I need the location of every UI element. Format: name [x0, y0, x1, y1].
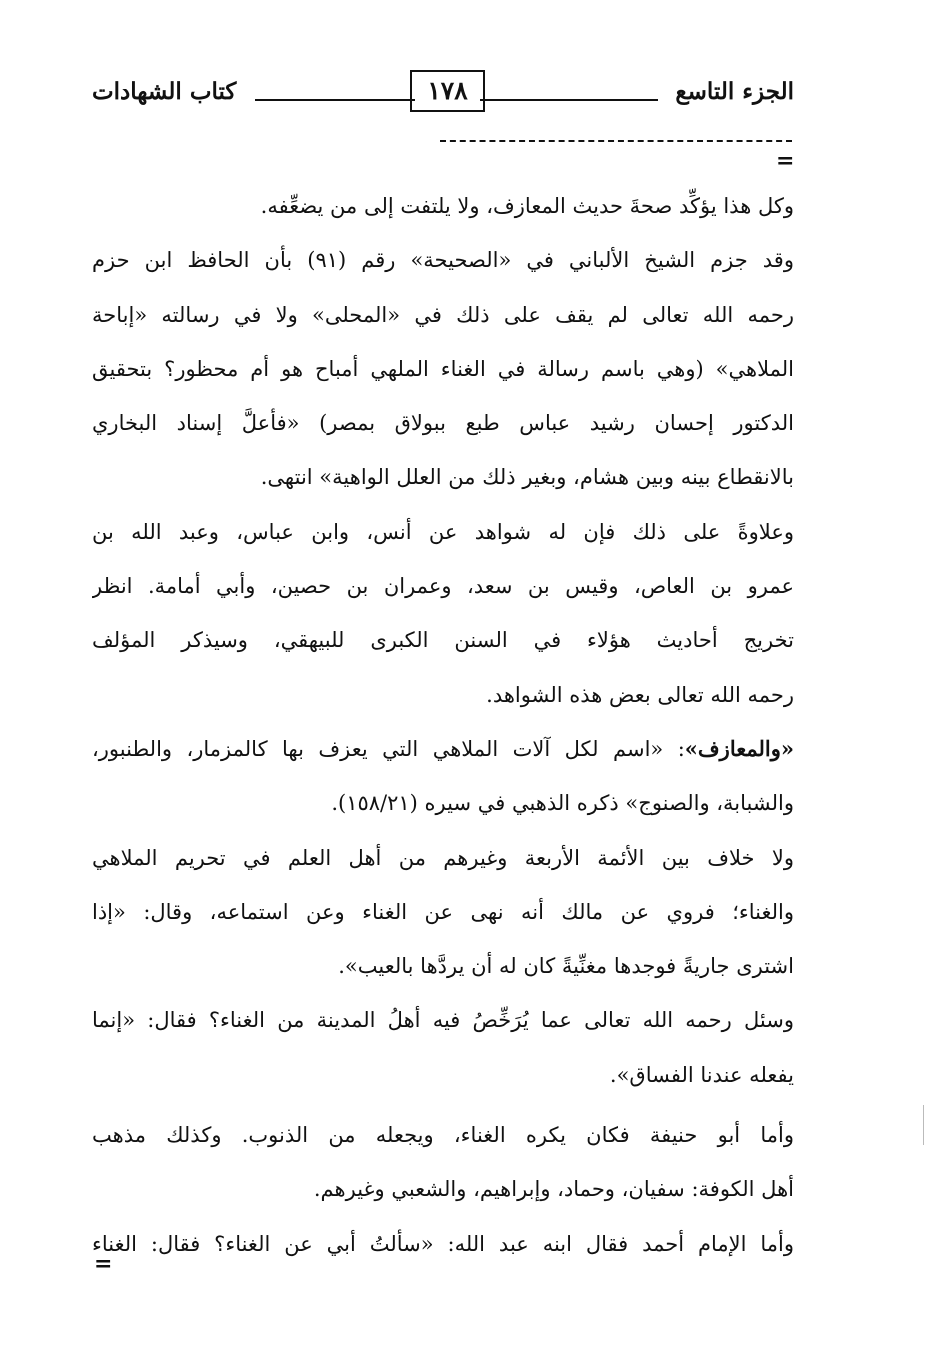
- text-line: وقد جزم الشيخ الألباني في «الصحيحة» رقم (٩١) بأن الحافظ ابن حزم: [92, 248, 794, 273]
- text-line: ولا خلاف بين الأئمة الأربعة وغيرهم من أهل العلم في تحريم الملاهي: [92, 845, 794, 870]
- scan-edge-mark: [923, 1105, 924, 1145]
- text-line: وكل هذا يؤكِّد صحةَ حديث المعازف، ولا يلتفت إلى من يضعِّفه.: [260, 194, 794, 218]
- text-line: الدكتور إحسان رشيد عباس طبع ببولاق بمصر) «فأعلَّ إسناد البخاري: [92, 411, 794, 436]
- text-line: رحمه الله تعالى بعض هذه الشواهد.: [486, 682, 794, 707]
- paragraph-3: [92, 505, 794, 722]
- book-title: كتاب الشهادات: [92, 78, 237, 105]
- text-line: عمرو بن العاص، وقيس بن سعد، وعمران بن حصين، وأبي أمامة. انظر: [92, 574, 794, 599]
- continuation-mark-top: =: [776, 148, 795, 174]
- paragraph-8: [92, 1217, 794, 1271]
- text-line: بالانقطاع بينه وبين هشام، وبغير ذلك من العلل الواهية» انتهى.: [260, 465, 794, 490]
- paragraph-5: [92, 831, 794, 994]
- page-body: [92, 179, 794, 1271]
- paragraph-6: [92, 993, 794, 1102]
- text-line: وعلاوةً على ذلك فإن له شواهد عن أنس، وابن عباس، وعبد الله بن: [92, 519, 794, 544]
- text-line: وأما الإمام أحمد فقال ابنه عبد الله: «سألتُ أبي عن الغناء؟ فقال: الغناء: [92, 1231, 794, 1256]
- text-line: الملاهي» (وهي باسم رسالة في الغناء الملهي أمباح هو أم محظور؟ بتحقيق: [92, 356, 794, 381]
- paragraph-2: [92, 233, 794, 504]
- volume-title: الجزء التاسع: [675, 78, 794, 105]
- text-line: وسئل رحمه الله تعالى عما يُرَخِّصُ فيه أهلُ المدينة من الغناء؟ فقال: «إنما: [92, 1008, 794, 1033]
- text-line: أهل الكوفة: سفيان، وحماد، وإبراهيم، والشعبي وغيرهم.: [313, 1177, 794, 1202]
- text-line: يفعله عندنا الفساق».: [609, 1062, 794, 1087]
- continuation-mark-bottom: =: [94, 1251, 113, 1277]
- text-line: وأما أبو حنيفة فكان يكره الغناء، ويجعله من الذنوب. وكذلك مذهب: [92, 1123, 794, 1148]
- text-line: والشبابة، والصنوج» ذكره الذهبي في سيره (١٥٨/٢١).: [331, 791, 794, 816]
- text-line: [92, 722, 794, 776]
- paragraph-4: [92, 722, 794, 831]
- page-header: [92, 66, 794, 122]
- header-rule-left: [255, 99, 415, 101]
- header-dashed-rule: [440, 140, 792, 142]
- text-line: اشترى جاريةً فوجدها مغنِّيةً كان له أن يردَّها بالعيب».: [338, 954, 794, 979]
- text-line: تخريج أحاديث هؤلاء في السنن الكبرى للبيهقي، وسيذكر المؤلف: [92, 628, 794, 653]
- text-line: والغناء؛ فروي عن مالك أنه نهى عن الغناء وعن استماعه، وقال: «إذا: [92, 899, 794, 924]
- text-line: رحمه الله تعالى لم يقف على ذلك في «المحلى» ولا في رسالته «إباحة: [92, 302, 794, 327]
- definition-text: : «اسم لكل آلات الملاهي التي يعزف بها كالمزمار، والطنبور،: [92, 736, 685, 761]
- page-number: ١٧٨: [410, 70, 485, 112]
- paragraph-7: [92, 1108, 794, 1217]
- header-rule-right: [480, 99, 658, 101]
- paragraph-1: [92, 179, 794, 233]
- defined-term: «والمعازف»: [684, 735, 794, 761]
